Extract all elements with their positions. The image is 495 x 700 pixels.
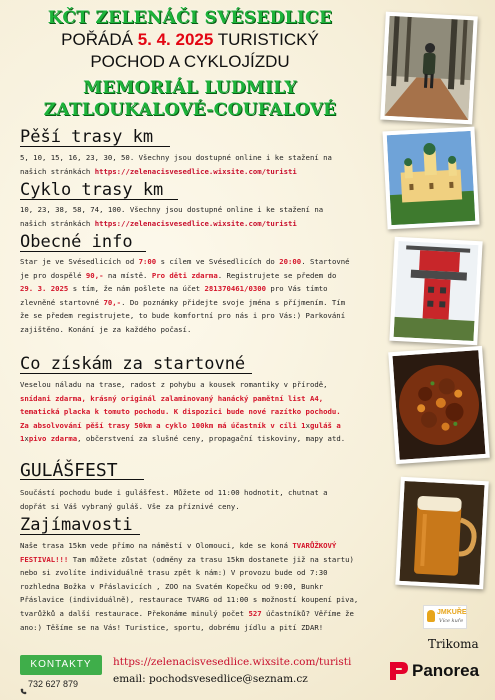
heading-goulashfest: GULÁŠFEST (20, 462, 144, 480)
bank-account: 281370461/0300 (204, 284, 267, 294)
photo-lookout-tower (389, 237, 482, 345)
general-p2: s cílem ve Svésedlicích do (156, 257, 280, 266)
start-time: 7:00 (138, 257, 157, 266)
title-date-line (0, 30, 380, 50)
reward-p3: x (24, 434, 29, 444)
sights-festival: TVARŮŽKOVÝ FESTIVAL!!! (20, 541, 337, 564)
event-date: 5. 4. 2025 (137, 30, 214, 49)
general-p4: na místě. (103, 270, 152, 280)
hiking-text (20, 151, 350, 178)
reward-p2: x (305, 420, 310, 430)
kids-free: Pro děti zdarma (151, 270, 218, 280)
jmkure-logo-sub: Více kuře (439, 618, 464, 624)
general-text (20, 255, 350, 337)
photo-beer (395, 477, 489, 589)
heading-cycling: Cyklo trasy km (20, 182, 178, 200)
title-touristic: TURISTICKÝ (213, 30, 319, 49)
reward-beer: pivo zdarma (28, 434, 78, 444)
goulash-text: Součástí pochodu bude i gulášfest. Můžete od 11:00 hodnotit, chutnat a dopřát si Váš vybraný guláš. Vše za příznivé ceny. (20, 488, 328, 511)
phone-icon (20, 680, 27, 687)
chicken-icon (427, 610, 435, 622)
general-p8: . Do poznámky přidejte svoje jména s příjmením. Tím že se předem registrujete, to bude komfortní pro nás i pro Vás:) Parkování zajištěno. Konání je za každého počasí. (20, 297, 346, 334)
cycling-desc: 10, 23, 38, 58, 74, 100. Všechny jsou dostupné online i ke stažení na našich stránkách (20, 205, 324, 228)
adult-fee: 90,- (85, 270, 104, 280)
title-club: KČT ZELENÁČI SVÉSEDLICE (47, 8, 333, 28)
reward-goulash: guláš a 1 (20, 420, 341, 444)
title-memorial: MEMORIÁL LUDMILY (83, 78, 297, 98)
panorea-mark-icon (388, 660, 410, 682)
reward-text (20, 378, 350, 446)
sights-p1: Naše trasa 15km vede přímo na náměstí v Olomouci, kde se koná (20, 541, 293, 550)
general-p7: pro Vás tímto zlevněné startovné (20, 284, 328, 307)
photo-basilica (382, 127, 479, 230)
general-p1: Star je ve Svésedlicích od (20, 257, 139, 266)
reward-highlight-1: snídani zdarma, krásný originál zalaminovaný hanácký pamětní list A4, tematická placka k tomuto pochodu. K dispozici bude nové razítko pochodu. Za absolvování pěší trasy 50km a cyklo 100km má účastník v cíli 1 (20, 393, 341, 430)
title-organizes: POŘÁDÁ (61, 30, 138, 49)
footer-web-link[interactable]: https://zelenacisvesedlice.wixsite.com/turisti (113, 656, 352, 668)
reward-p1: Veselou náladu na trase, radost z pohybu a kousek romantiky v přírodě, (20, 380, 328, 389)
phone-number[interactable]: 732 627 879 (28, 679, 79, 689)
heading-general-info: Obecné info (20, 234, 146, 252)
sights-p2: Tam můžete zůstat (odměny za trasu 15km dostanete již na startu) nebo si zvolíte individuálně trasu zpět k nám:) V provozu bude od 7:30 rozhledna Božka v Přáslavicích , ZOO na Svatém Kopečku od 9:00, Bunkr Přáslavice (individuálně), restaurace TVARG od 11:00 s možností koupení piva, tvarůžků a další restaurace. Překonáme minulý počet (20, 554, 359, 618)
trikoma-logo: Trikoma (428, 637, 479, 651)
reward-p4: , občerstvení za slušné ceny, propagační tiskoviny, mapy atd. (77, 434, 346, 444)
sights-p3: účastníků? Věříme že ano:) Těšíme se na Vás! Turistice, sportu, dobrému jídlu a pití ZDAR! (20, 608, 354, 632)
panorea-logo-text: Panorea (412, 661, 480, 680)
registration-deadline: 29. 3. 2025 (20, 284, 69, 294)
hiking-desc: 5, 10, 15, 16, 23, 30, 50. Všechny jsou dostupné online i ke stažení na našich stránkách (20, 153, 332, 176)
jmkure-logo-text: JMKUŘE (437, 609, 467, 616)
sights-count: 527 (248, 608, 262, 618)
general-p3: . Startovné je pro dospělé (20, 257, 350, 280)
heading-sights: Zajímavosti (20, 517, 140, 535)
title-memorial-name: ZATLOUKALOVÉ-COUFALOVÉ (43, 100, 337, 120)
cycling-link[interactable]: https://zelenacisvesedlice.wixsite.com/turisti (94, 218, 297, 228)
heading-rewards: Co získám za startovné (20, 356, 252, 374)
general-p5: . Registrujete se předem do (217, 270, 337, 280)
sights-text (20, 539, 365, 634)
jmkure-logo (423, 605, 467, 629)
footer-email[interactable]: email: pochodsvesedlice@seznam.cz (113, 673, 308, 685)
contacts-label: KONTAKTY (20, 655, 102, 675)
photo-goulash (388, 346, 490, 464)
discounted-fee: 70,- (103, 297, 122, 307)
general-p6: s tím, že nám pošlete na účet (68, 284, 205, 294)
heading-hiking: Pěší trasy km (20, 129, 170, 147)
title-event-type: POCHOD A CYKLOJÍZDU (90, 52, 290, 71)
end-time: 20:00 (279, 257, 302, 266)
hiking-link[interactable]: https://zelenacisvesedlice.wixsite.com/turisti (94, 166, 297, 176)
cycling-text (20, 203, 350, 230)
photo-hiker (380, 12, 478, 125)
